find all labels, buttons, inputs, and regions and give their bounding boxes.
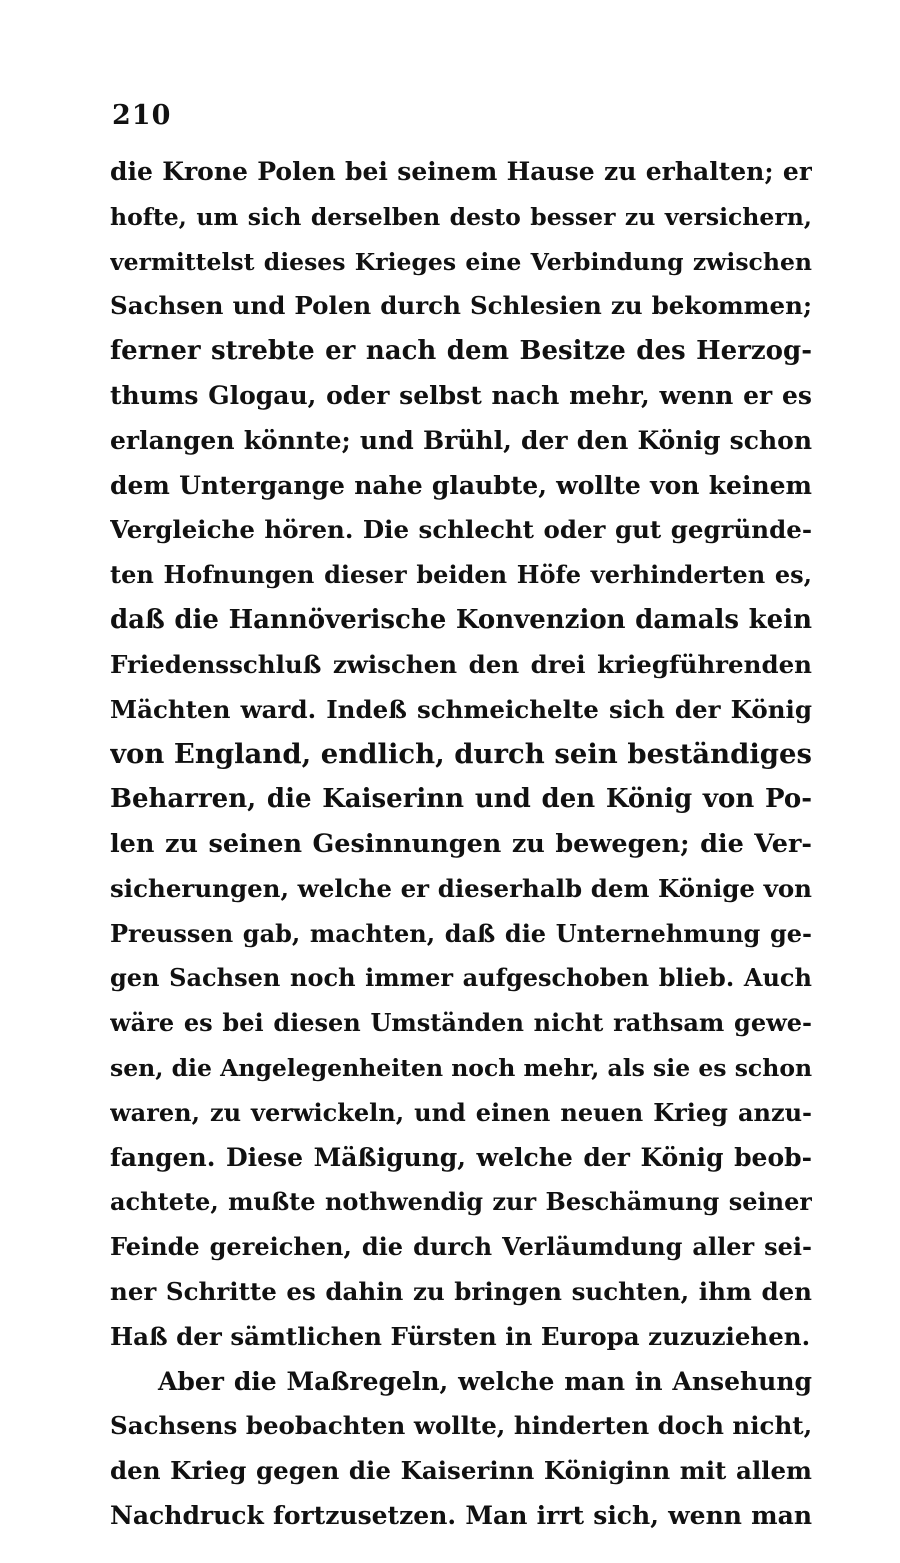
text-line: ten Hofnungen dieser beiden Höfe verhinderten es, [110,560,812,590]
page-number: 210 [112,100,172,131]
text-line: Sachsens beobachten wollte, hinderten doch nicht, [110,1411,812,1441]
text-line: len zu seinen Gesinnungen zu bewegen; die Ver- [110,828,812,859]
text-line: ner Schritte es dahin zu bringen suchten, ihm den [110,1276,812,1306]
text-line: Mächten ward. Indeß schmeichelte sich der König [110,694,812,724]
text-line: Nachdruck fortzusetzen. Man irrt sich, wenn man [110,1500,812,1530]
text-line: Beharren, die Kaiserinn und den König von Po- [110,784,812,815]
text-line: thums Glogau, oder selbst nach mehr, wenn er es [110,380,812,410]
paragraph-start-line: Aber die Maßregeln, welche man in Ansehung [158,1366,812,1396]
text-line: daß die Hannöverische Konvenzion damals kein [110,604,812,635]
text-line: Sachsen und Polen durch Schlesien zu bekommen; [110,291,812,321]
text-line: den Krieg gegen die Kaiserinn Königinn mit allem [110,1456,812,1486]
text-line: wäre es bei diesen Umständen nicht rathsam gewe- [110,1008,812,1038]
text-line: sicherungen, welche er dieserhalb dem Könige von [110,873,812,903]
body-text [110,150,812,1539]
text-line: von England, endlich, durch sein beständiges [110,738,812,771]
text-line: sen, die Angelegenheiten noch mehr, als sie es schon [110,1053,812,1082]
text-line: erlangen könnte; und Brühl, der den König schon [110,425,812,455]
text-line: Preussen gab, machten, daß die Unternehmung ge- [110,918,812,948]
text-line: Friedensschluß zwischen den drei kriegführenden [110,649,812,679]
text-line: waren, zu verwickeln, und einen neuen Krieg anzu- [110,1097,812,1127]
text-line: Haß der sämtlichen Fürsten in Europa zuzuziehen. [110,1321,811,1351]
text-line: vermittelst dieses Krieges eine Verbindung zwischen [110,247,812,276]
text-line: die Krone Polen bei seinem Hause zu erhalten; er [110,157,812,186]
text-line: ferner strebte er nach dem Besitze des Herzog- [110,336,812,367]
text-line: dem Untergange nahe glaubte, wollte von keinem [110,470,812,500]
text-line: achtete, mußte nothwendig zur Beschämung seiner [110,1187,812,1217]
text-line: Feinde gereichen, die durch Verläumdung aller sei- [110,1232,812,1262]
text-line: gen Sachsen noch immer aufgeschoben blieb. Auch [110,963,812,993]
text-line: fangen. Diese Mäßigung, welche der König beob- [110,1142,812,1172]
text-line: hofte, um sich derselben desto besser zu versichern, [110,202,812,231]
text-line: Vergleiche hören. Die schlecht oder gut gegründe- [110,515,812,545]
